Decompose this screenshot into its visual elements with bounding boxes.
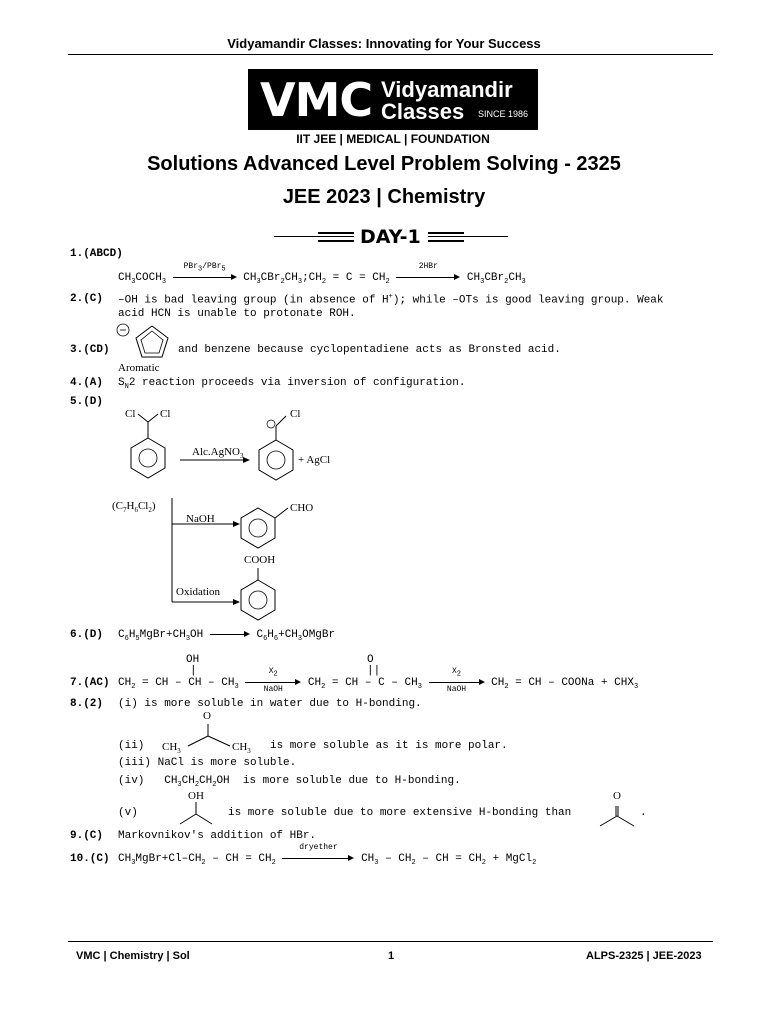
q6-arrow <box>210 630 250 638</box>
q7-equation <box>118 667 639 695</box>
acetone-2-o: O <box>613 790 621 802</box>
logo-classes: Classes <box>381 99 465 124</box>
logo-vmc: VMC <box>260 73 373 127</box>
footer-page-number: 1 <box>388 950 395 962</box>
page-header: Vidyamandir Classes: Innovating for Your Success <box>227 36 541 51</box>
q8-v-period: . <box>640 807 647 819</box>
day-rule-left-3 <box>318 240 354 242</box>
logo-since: SINCE 1986 <box>478 109 529 119</box>
logo-tagline: IIT JEE | MEDICAL | FOUNDATION <box>296 132 490 146</box>
q10-equation <box>118 843 537 868</box>
q8-iv-text: is more soluble due to H-bonding. <box>242 775 461 787</box>
q10-number: 10.(C) <box>70 853 110 865</box>
q8-number: 8.(2) <box>70 698 104 710</box>
q8-iii: (iii) NaCl is more soluble. <box>118 757 297 769</box>
q5-cl-1: Cl <box>125 408 136 420</box>
q5-naoh: NaOH <box>186 513 215 525</box>
q2-line-2: acid HCN is unable to protonate ROH. <box>118 308 356 320</box>
q7-r2b: NaOH <box>446 685 467 695</box>
q5-oxidation: Oxidation <box>176 586 220 598</box>
q7-r1a: $X_2$ <box>268 667 278 679</box>
q7-reactant: $CH_2$ = CH – CH – $CH_3$ <box>118 677 239 692</box>
day-heading: DAY-1 <box>360 226 421 248</box>
q6-equation <box>118 629 335 643</box>
q1-number: 1.(ABCD) <box>70 248 123 260</box>
day-rule-left-2 <box>318 232 354 234</box>
q8-ii-text: is more soluble as it is more polar. <box>270 740 508 752</box>
page-subtitle: JEE 2023 | Chemistry <box>282 186 486 208</box>
q5-cl-2: Cl <box>160 408 171 420</box>
acetone-ch3-right: $CH_3$ <box>232 741 251 756</box>
q8-i: (i) is more soluble in water due to H-bonding. <box>118 698 422 710</box>
q10-reactants: $CH_3MgBr+Cl-CH_2$ – CH = $CH_2$ <box>118 853 276 868</box>
q3-aromatic-label: Aromatic <box>118 362 160 374</box>
q1-reactant: $CH_3COCH_3$ <box>118 272 167 287</box>
day-rule-right-2 <box>428 232 464 234</box>
footer-rule <box>68 941 713 942</box>
q4-number: 4.(A) <box>70 377 104 389</box>
vmc-logo <box>248 69 538 130</box>
cyclopentadienyl-anion-structure <box>114 320 174 368</box>
footer-left: VMC | Chemistry | Sol <box>76 950 190 962</box>
q6-number: 6.(D) <box>70 629 104 641</box>
q7-arrow-2 <box>429 667 485 695</box>
logo-vidyamandir: Vidyamandir <box>381 77 513 102</box>
q8-iv-label: (iv) <box>118 775 145 787</box>
q8-v-label: (v) <box>118 807 138 819</box>
q5-cho: CHO <box>290 502 314 514</box>
q8-v-text: is more soluble due to more extensive H-bonding than <box>228 807 572 819</box>
q7-intermediate: $CH_2$ = CH – C – $CH_3$ <box>307 677 422 692</box>
q4-text: $S_N2$ reaction proceeds via inversion of configuration. <box>118 377 466 392</box>
q7-o: O <box>367 654 374 666</box>
q5-agcl: + AgCl <box>298 454 331 466</box>
q1-product: $CH_3CBr_2CH_3$ <box>466 272 526 287</box>
q5-formula: $(C_7H_6Cl_2)$ <box>112 500 156 515</box>
q8-ii-label: (ii) <box>118 740 145 752</box>
q5-cl-3: Cl <box>290 408 301 420</box>
q3-text: and benzene because cyclopentadiene acts as Bronsted acid. <box>178 344 561 356</box>
q5-number: 5.(D) <box>70 396 104 408</box>
acetone-structure-2 <box>594 798 640 832</box>
acetone-o: O <box>203 710 211 722</box>
q1-equation <box>118 262 526 287</box>
header-rule <box>68 54 713 55</box>
day-rule-right-3 <box>428 240 464 242</box>
q8-iv-formula: $CH_3CH_2CH_2OH$ <box>164 775 230 790</box>
acetone-ch3-left: $CH_3$ <box>162 741 181 756</box>
isopropanol-oh: OH <box>188 790 204 802</box>
q10-reagent: dryether <box>299 843 338 853</box>
q6-products: $C_6H_6+CH_3OMgBr$ <box>256 629 336 644</box>
q7-r2a: $X_2$ <box>451 667 461 679</box>
q7-oh: OH <box>186 654 200 666</box>
q1-reagent-2: 2HBr <box>418 262 438 272</box>
q2-line-1: –OH is bad leaving group (in absence of H+); while –OTs is good leaving group. Weak <box>118 293 664 307</box>
q7-product: $CH_2$ = CH – COONa + $CHX_3$ <box>491 677 639 692</box>
footer-right: ALPS-2325 | JEE-2023 <box>586 950 702 962</box>
q5-cooh: COOH <box>244 554 276 566</box>
isopropanol-structure <box>166 798 226 832</box>
q7-arrow-1 <box>245 667 301 695</box>
q1-arrow-1 <box>173 262 237 281</box>
q8-iv <box>118 775 461 789</box>
q1-middle: $CH_3CBr_2CH_3;CH_2 = C = CH_2$ <box>243 272 390 287</box>
q1-reagent-1: PBr$_3$/PBr$_5$ <box>183 262 226 274</box>
q1-arrow-2 <box>396 262 460 281</box>
day-rule-left <box>274 236 354 237</box>
q3-number: 3.(CD) <box>70 344 110 356</box>
q9-number: 9.(C) <box>70 830 104 842</box>
q7-o-bond: || <box>367 665 381 677</box>
q6-reactants: $C_6H_5MgBr+CH_3OH$ <box>118 629 204 644</box>
page-title: Solutions Advanced Level Problem Solving - 2325 <box>147 153 621 175</box>
day-rule-right <box>428 236 508 237</box>
q2-number: 2.(C) <box>70 293 104 305</box>
q7-number: 7.(AC) <box>70 677 110 689</box>
q10-products: $CH_3 - CH_2$ – CH = $CH_2$ + MgCl$_2$ <box>361 853 537 868</box>
q7-oh-bond: | <box>190 665 197 677</box>
q9-text: Markovnikov's addition of HBr. <box>118 830 317 842</box>
q7-r1b: NaOH <box>263 685 283 695</box>
q10-arrow <box>282 843 354 862</box>
q5-reagent: Alc.AgNO$_3$ <box>192 446 244 461</box>
